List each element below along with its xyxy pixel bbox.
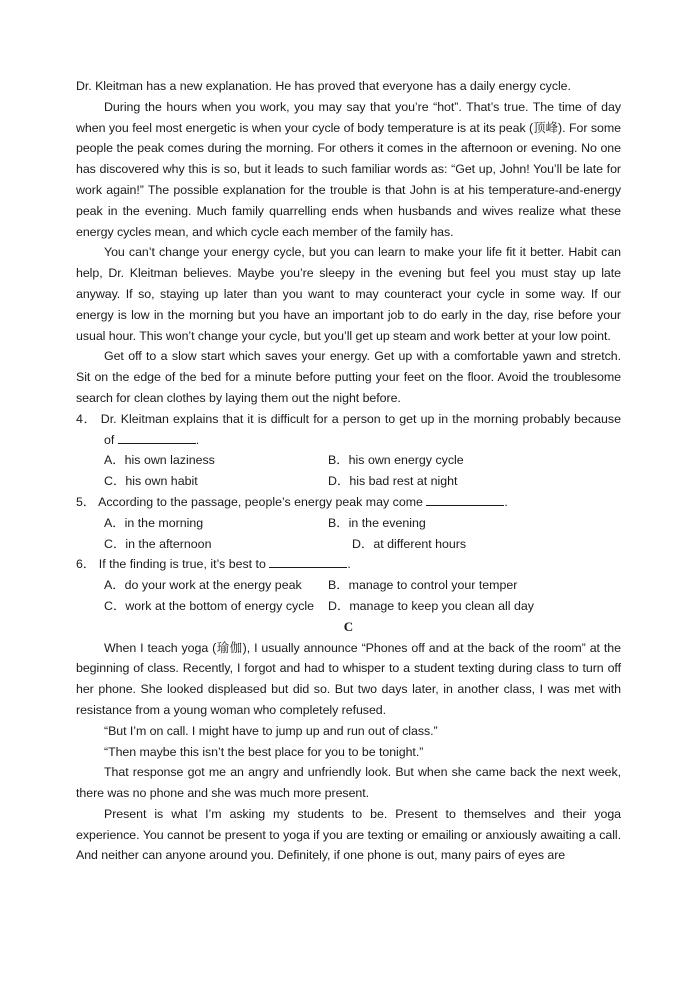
answer-blank [118, 431, 196, 444]
question-4-options-row-1 [76, 450, 621, 471]
option-text: work at the bottom of energy cycle [125, 598, 315, 613]
option-d[interactable] [328, 596, 608, 617]
option-text: his own habit [125, 474, 198, 489]
passage-b-paragraph-1: Dr. Kleitman has a new explanation. He has proved that everyone has a daily energy cycle. [76, 79, 571, 93]
option-letter: A． [104, 578, 125, 593]
option-letter: D． [328, 598, 350, 613]
option-text: do your work at the energy peak [124, 578, 302, 593]
option-text: his own energy cycle [348, 453, 464, 468]
option-c[interactable] [76, 471, 328, 492]
option-c[interactable] [76, 596, 328, 617]
option-b[interactable] [328, 513, 608, 534]
passage-b-paragraph-2: During the hours when you work, you may say that you’re “hot”. That’s true. The time of day when you feel most energetic is when your cycle of body temperature is at its peak (顶峰). For some people the peak comes during the morning. For others it comes in the afternoon or evening. No one has discovered why this is so, but it leads to such familiar words as: “Get up, John! You’ll be late for work again!” The possible explanation for the trouble is that John is at his temperature-and-energy peak in the evening. Much family quarrelling ends when husbands and wives realize what these energy cycles mean, and which cycle each member of the family has. [76, 99, 621, 239]
passage-b-paragraph-3: You can’t change your energy cycle, but you can learn to make your life fit it better. Habit can help, Dr. Kleitman believes. Maybe you’re sleepy in the evening but feel you must stay up late anyway. If so, staying up later than you want to may counteract your cycle in some way. If our energy is low in the morning but you have an important job to do early in the day, rise before your usual hour. This won’t change your cycle, but you’ll get up steam and work better at your low point. [76, 245, 621, 343]
question-4-number: 4． [76, 411, 97, 426]
option-c[interactable] [76, 534, 328, 555]
option-letter: D． [328, 474, 350, 489]
answer-blank [426, 493, 504, 506]
passage-c-quote-2: “Then maybe this isn’t the best place for you to be tonight.” [104, 744, 424, 759]
passage-b-paragraph-4: Get off to a slow start which saves your energy. Get up with a comfortable yawn and stretch. Sit on the edge of the bed for a minute before putting your feet on the floor. Avoid the troublesome search for clean clothes by laying them out the night before. [76, 349, 621, 405]
option-letter: B． [328, 515, 349, 530]
question-5-stem: According to the passage, people’s energy peak may come [98, 494, 423, 509]
option-letter: C． [104, 598, 126, 613]
option-letter: D． [352, 536, 374, 551]
section-heading-c: C [343, 618, 354, 634]
question-6-stem: If the finding is true, it’s best to [98, 557, 266, 572]
question-4-options-row-2 [76, 471, 621, 492]
question-6-number: 6． [76, 557, 96, 572]
option-b[interactable] [328, 575, 608, 596]
option-text: in the evening [348, 515, 426, 530]
option-text: manage to control your temper [348, 578, 518, 593]
option-d[interactable] [328, 534, 608, 555]
option-text: manage to keep you clean all day [349, 598, 534, 613]
option-text: at different hours [373, 536, 467, 551]
option-letter: C． [104, 474, 126, 489]
option-a[interactable] [76, 513, 328, 534]
passage-c-quote-1: “But I’m on call. I might have to jump up and run out of class.” [104, 723, 438, 738]
option-letter: C． [104, 536, 126, 551]
answer-blank [269, 555, 347, 568]
option-letter: B． [328, 453, 349, 468]
option-letter: A． [104, 453, 125, 468]
question-5-options-row-1 [76, 513, 621, 534]
option-a[interactable] [76, 450, 328, 471]
option-a[interactable] [76, 575, 328, 596]
question-5 [76, 492, 621, 513]
passage-c-paragraph-2: That response got me an angry and unfriendly look. But when she came back the next week, there was no phone and she was much more present. [76, 765, 621, 801]
passage-c-paragraph-3: Present is what I’m asking my students to be. Present to themselves and their yoga experience. You cannot be present to yoga if you are texting or emailing or anxiously awaiting a call. And neither can anyone around you. Definitely, if one phone is out, many pairs of eyes are [76, 806, 621, 863]
option-d[interactable] [328, 471, 608, 492]
document-page [76, 76, 621, 866]
option-b[interactable] [328, 450, 608, 471]
question-5-number: 5． [76, 494, 96, 509]
question-5-period: . [504, 494, 508, 509]
question-5-options-row-2 [76, 534, 621, 555]
question-4-stem: Dr. Kleitman explains that it is difficult for a person to get up in the morning probably because of [100, 411, 621, 447]
option-text: his own laziness [124, 453, 215, 468]
option-text: in the afternoon [125, 536, 212, 551]
question-6-period: . [347, 557, 351, 572]
option-text: his bad rest at night [349, 474, 458, 489]
option-letter: B． [328, 578, 349, 593]
option-text: in the morning [124, 515, 204, 530]
option-letter: A． [104, 515, 125, 530]
question-4 [76, 409, 621, 451]
question-6 [76, 554, 621, 575]
passage-c-paragraph-1: When I teach yoga (瑜伽), I usually announce “Phones off and at the back of the room” at the beginning of class. Recently, I forgot and had to whisper to a student texting during class to turn off her phone. She looked displeased but did so. But two days later, in another class, I was met with resistance from a young woman who completely refused. [76, 640, 621, 717]
question-6-options-row-2 [76, 596, 621, 617]
question-4-period: . [195, 432, 200, 447]
question-6-options-row-1 [76, 575, 621, 596]
